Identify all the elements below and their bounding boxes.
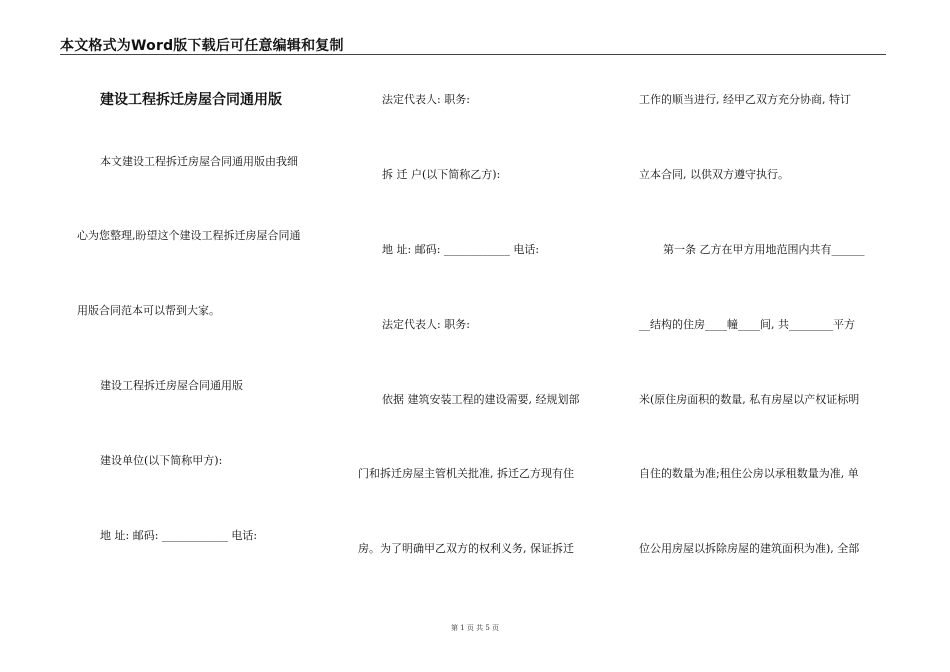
- text-line: 工作的顺当进行, 经甲乙双方充分协商, 特订: [639, 93, 851, 106]
- text-line: 建设工程拆迁房屋合同通用版: [100, 379, 243, 392]
- document-header: 本文格式为Word版下载后可任意编辑和复制: [60, 38, 344, 54]
- text-line: 依据 建筑安装工程的建设需要, 经规划部: [382, 393, 580, 406]
- text-line: 地 址: 邮码: ____________ 电话:: [100, 529, 258, 542]
- text-line: 米(原住房面积的数量, 私有房屋以产权证标明: [639, 393, 860, 406]
- text-line: 门和拆迁房屋主管机关批准, 拆迁乙方现有住: [358, 467, 574, 480]
- text-line: 法定代表人: 职务:: [382, 93, 470, 106]
- text-line: 地 址: 邮码: ____________ 电话:: [382, 243, 540, 256]
- text-line: 位公用房屋以拆除房屋的建筑面积为准), 全部: [639, 542, 860, 555]
- text-line: 房。为了明确甲乙双方的权利义务, 保证拆迁: [358, 542, 574, 555]
- text-line: 拆 迁 户(以下简称乙方):: [382, 168, 501, 181]
- text-line: __结构的住房____幢____间, 共________平方: [639, 318, 855, 331]
- text-line: 立本合同, 以供双方遵守执行。: [639, 168, 789, 181]
- text-line: 第一条 乙方在甲方用地范围内共有______: [663, 243, 865, 256]
- document-title: 建设工程拆迁房屋合同通用版: [100, 92, 282, 108]
- header-divider: [60, 54, 886, 55]
- text-line: 法定代表人: 职务:: [382, 318, 470, 331]
- text-line: 建设单位(以下简称甲方):: [100, 454, 223, 467]
- text-line: 心为您整理,盼望这个建设工程拆迁房屋合同通: [77, 229, 301, 242]
- text-line: 自住的数量为准;租住公房以承租数量为准, 单: [639, 467, 859, 480]
- text-line: 用版合同范本可以帮到大家。: [77, 304, 220, 317]
- text-line: 本文建设工程拆迁房屋合同通用版由我细: [100, 155, 298, 168]
- page-number: 第 1 页 共 5 页: [450, 624, 500, 632]
